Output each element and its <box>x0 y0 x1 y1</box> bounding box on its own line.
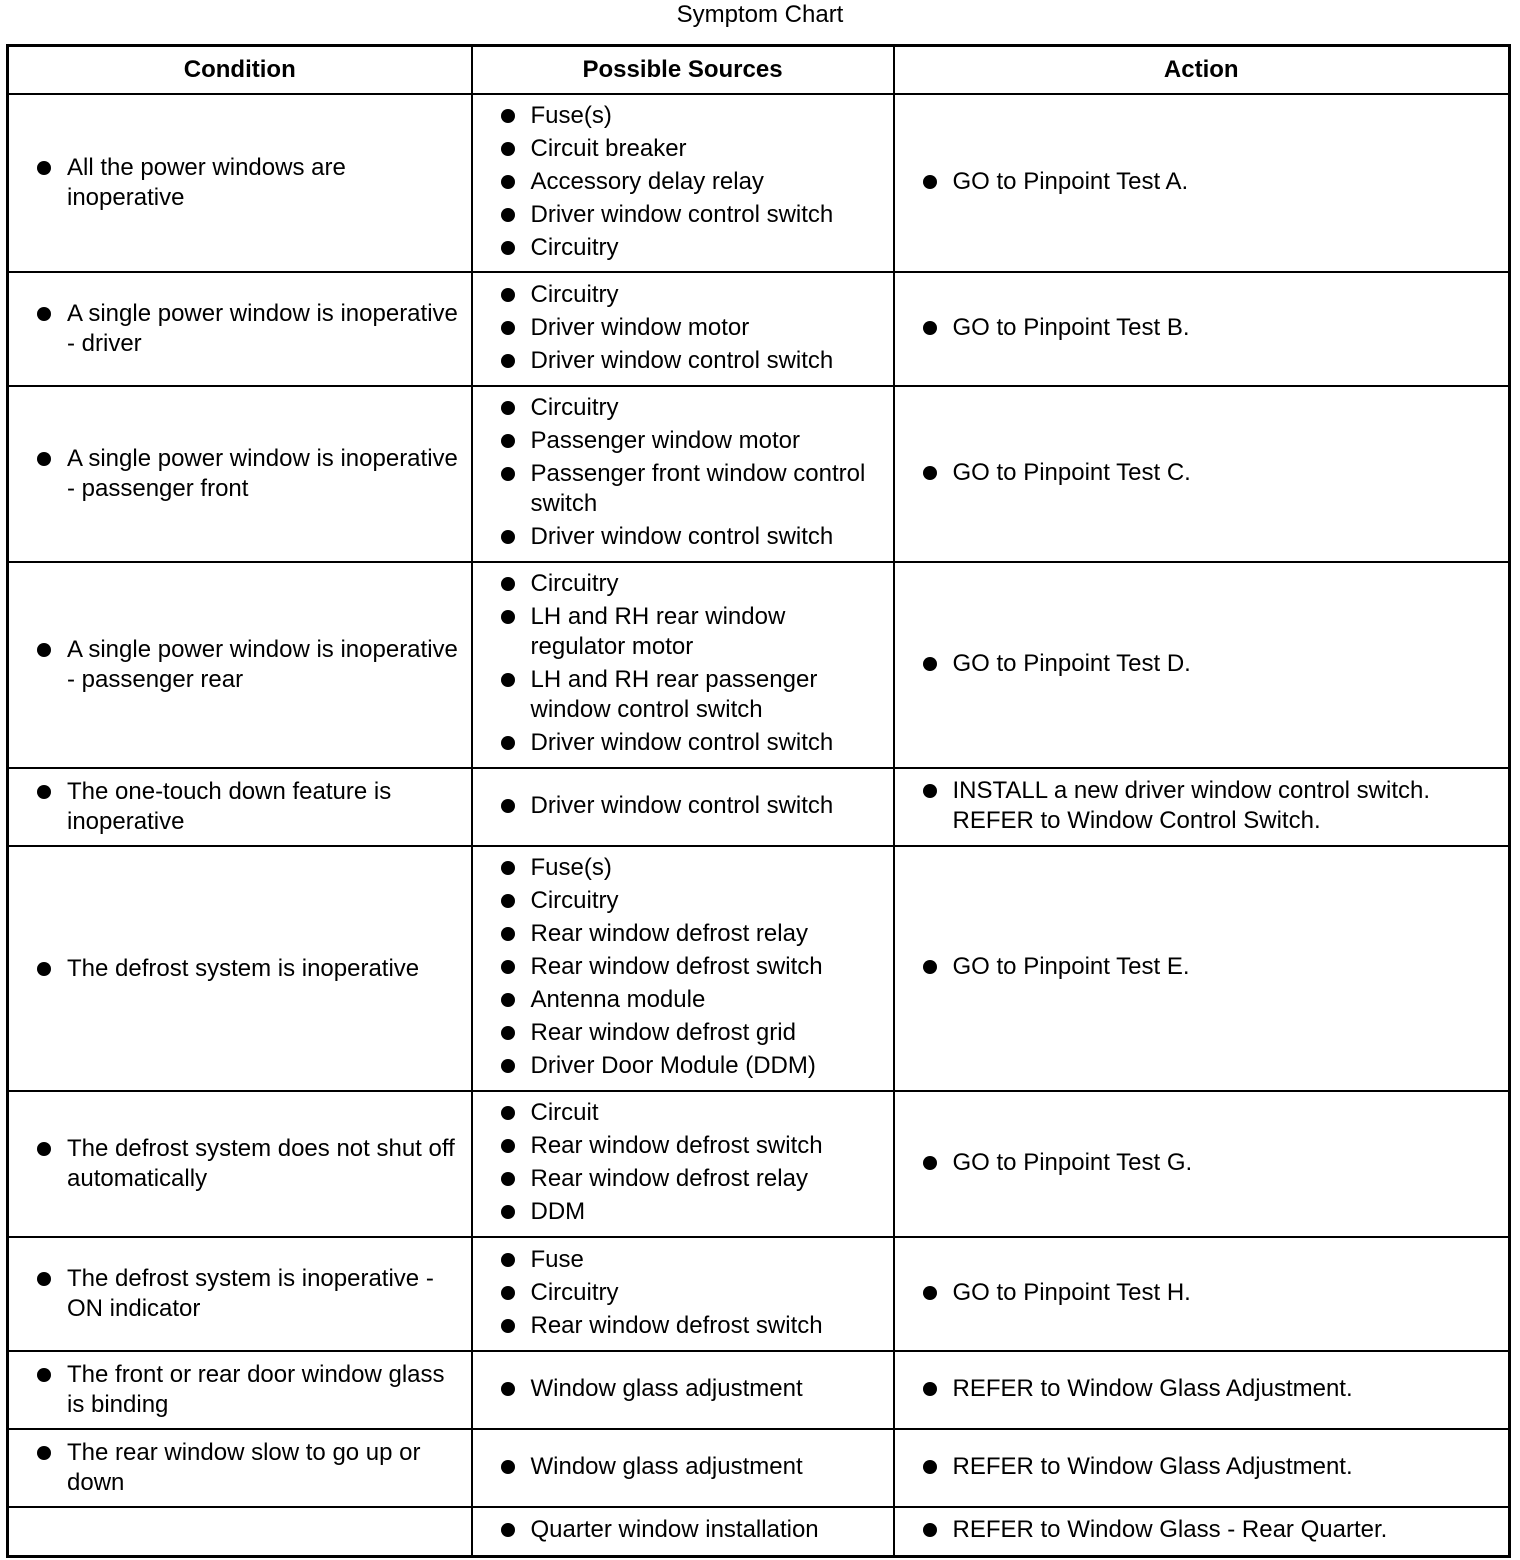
bullet-list <box>895 313 1509 343</box>
list-item <box>531 522 885 552</box>
bullet-icon <box>501 799 515 813</box>
list-item-text: Quarter window installation <box>530 1515 819 1543</box>
action-cell <box>894 1237 1510 1351</box>
list-item-text: The one-touch down feature is inoperative <box>67 778 392 835</box>
header-condition: Condition <box>8 46 472 95</box>
header-row <box>8 46 1510 95</box>
bullet-icon <box>923 1156 937 1170</box>
list-item <box>67 777 461 837</box>
list-item <box>531 985 885 1015</box>
bullet-list <box>473 569 893 758</box>
bullet-icon <box>923 960 937 974</box>
bullet-list <box>895 1515 1509 1545</box>
list-item-text: Circuitry <box>530 394 619 421</box>
list-item-text: Rear window defrost switch <box>530 1311 823 1339</box>
bullet-icon <box>501 927 515 941</box>
list-item <box>531 200 885 230</box>
bullet-icon <box>501 142 515 156</box>
list-item <box>953 1278 1499 1308</box>
bullet-list <box>895 1278 1509 1308</box>
table-body <box>8 94 1510 1556</box>
list-item-text: Rear window defrost grid <box>530 1019 796 1046</box>
table-row <box>8 94 1510 272</box>
table-row <box>8 1507 1510 1556</box>
table-row <box>8 1429 1510 1507</box>
bullet-icon <box>923 784 937 798</box>
list-item <box>531 459 885 519</box>
bullet-list <box>473 393 893 552</box>
list-item-text: All the power windows are inoperative <box>67 154 346 211</box>
bullet-icon <box>37 161 51 175</box>
list-item <box>531 886 885 916</box>
list-item <box>953 458 1499 488</box>
action-cell <box>894 94 1510 272</box>
bullet-list <box>9 635 471 695</box>
condition-cell <box>8 846 472 1091</box>
bullet-icon <box>923 1286 937 1300</box>
sources-cell <box>472 386 894 562</box>
list-item-text: Window glass adjustment <box>530 1452 803 1480</box>
list-item <box>67 1264 461 1324</box>
list-item-text: GO to Pinpoint Test A. <box>952 167 1189 195</box>
list-item-text: Driver window control switch <box>530 200 834 228</box>
bullet-list <box>895 776 1509 836</box>
table-row <box>8 272 1510 386</box>
bullet-icon <box>501 530 515 544</box>
table-row <box>8 562 1510 768</box>
list-item-text: Circuitry <box>530 1278 619 1306</box>
sources-cell <box>472 846 894 1091</box>
list-item <box>531 346 885 376</box>
list-item-text: Circuit breaker <box>530 134 687 162</box>
bullet-icon <box>501 1205 515 1219</box>
bullet-icon <box>501 1172 515 1186</box>
bullet-icon <box>501 1026 515 1040</box>
bullet-list <box>473 1452 893 1482</box>
list-item <box>531 1311 885 1341</box>
header-action: Action <box>894 46 1510 95</box>
bullet-icon <box>501 401 515 415</box>
sources-cell <box>472 94 894 272</box>
bullet-list <box>9 299 471 359</box>
condition-cell <box>8 94 472 272</box>
bullet-icon <box>501 1253 515 1267</box>
bullet-icon <box>501 434 515 448</box>
list-item-text: Rear window defrost switch <box>530 953 823 980</box>
action-cell <box>894 1507 1510 1556</box>
bullet-list <box>9 444 471 504</box>
action-cell <box>894 386 1510 562</box>
list-item-text: GO to Pinpoint Test C. <box>952 458 1191 486</box>
list-item <box>531 313 885 343</box>
bullet-list <box>9 777 471 837</box>
list-item <box>531 280 885 310</box>
bullet-list <box>9 1134 471 1194</box>
list-item-text: Driver window control switch <box>530 729 834 756</box>
condition-cell <box>8 1507 472 1556</box>
bullet-icon <box>501 1523 515 1537</box>
list-item <box>953 1374 1499 1404</box>
bullet-list <box>895 458 1509 488</box>
bullet-icon <box>501 993 515 1007</box>
bullet-list <box>473 853 893 1081</box>
bullet-list <box>473 1374 893 1404</box>
list-item-text: DDM <box>530 1198 586 1225</box>
action-cell <box>894 1351 1510 1429</box>
list-item <box>953 952 1499 982</box>
condition-cell <box>8 1429 472 1507</box>
bullet-icon <box>37 962 51 976</box>
list-item <box>67 635 461 695</box>
bullet-list <box>9 1360 471 1420</box>
list-item-text: The defrost system is inoperative - ON indicator <box>67 1265 434 1322</box>
list-item-text: Rear window defrost relay <box>530 1165 808 1192</box>
list-item <box>953 1452 1499 1482</box>
bullet-icon <box>501 109 515 123</box>
bullet-icon <box>501 1106 515 1120</box>
bullet-list <box>895 952 1509 982</box>
sources-cell <box>472 1351 894 1429</box>
list-item-text: Circuitry <box>530 233 619 261</box>
list-item-text: Fuse <box>530 1245 584 1273</box>
bullet-list <box>895 1148 1509 1178</box>
bullet-icon <box>501 673 515 687</box>
action-cell <box>894 1091 1510 1237</box>
sources-cell <box>472 1091 894 1237</box>
list-item <box>531 1164 885 1194</box>
list-item-text: A single power window is inoperative - driver <box>67 300 458 357</box>
sources-cell <box>472 1429 894 1507</box>
bullet-list <box>895 167 1509 197</box>
sources-cell <box>472 272 894 386</box>
list-item <box>531 134 885 164</box>
list-item-text: A single power window is inoperative - passenger rear <box>67 636 458 693</box>
list-item <box>953 776 1499 836</box>
list-item-text: The defrost system does not shut off automatically <box>67 1135 455 1192</box>
bullet-list <box>473 1245 893 1341</box>
list-item <box>953 167 1499 197</box>
condition-cell <box>8 1091 472 1237</box>
sources-cell <box>472 1237 894 1351</box>
bullet-icon <box>37 643 51 657</box>
action-cell <box>894 768 1510 846</box>
table-row <box>8 846 1510 1091</box>
table-row <box>8 386 1510 562</box>
bullet-list <box>9 1438 471 1498</box>
list-item <box>67 1360 461 1420</box>
list-item-text: REFER to Window Glass Adjustment. <box>952 1452 1353 1480</box>
bullet-icon <box>37 785 51 799</box>
list-item-text: Driver Door Module (DDM) <box>530 1052 816 1079</box>
list-item-text: Driver window control switch <box>530 346 834 374</box>
list-item-text: Rear window defrost relay <box>530 920 808 947</box>
list-item-text: Passenger front window control switch <box>530 460 866 517</box>
list-item-text: Antenna module <box>530 986 706 1013</box>
list-item <box>953 1148 1499 1178</box>
bullet-icon <box>501 1139 515 1153</box>
list-item <box>531 1515 885 1545</box>
bullet-icon <box>923 657 937 671</box>
bullet-list <box>9 153 471 213</box>
bullet-icon <box>501 960 515 974</box>
list-item-text: Passenger window motor <box>530 427 800 454</box>
list-item <box>531 167 885 197</box>
list-item <box>531 853 885 883</box>
bullet-icon <box>923 466 937 480</box>
list-item-text: LH and RH rear passenger window control switch <box>530 666 818 723</box>
list-item-text: GO to Pinpoint Test H. <box>952 1278 1191 1306</box>
condition-cell <box>8 272 472 386</box>
bullet-icon <box>501 321 515 335</box>
bullet-list <box>9 954 471 984</box>
list-item-text: The front or rear door window glass is binding <box>67 1361 445 1418</box>
list-item <box>67 153 461 213</box>
list-item <box>531 952 885 982</box>
bullet-list <box>473 1098 893 1227</box>
list-item <box>531 602 885 662</box>
list-item-text: LH and RH rear window regulator motor <box>530 603 786 660</box>
bullet-icon <box>501 175 515 189</box>
bullet-icon <box>37 1446 51 1460</box>
bullet-icon <box>37 1142 51 1156</box>
bullet-icon <box>923 1382 937 1396</box>
list-item <box>531 233 885 263</box>
list-item-text: Window glass adjustment <box>530 1374 803 1402</box>
list-item-text: INSTALL a new driver window control switch. REFER to Window Control Switch. <box>952 776 1431 834</box>
list-item-text: The defrost system is inoperative <box>67 954 420 982</box>
list-item <box>531 569 885 599</box>
bullet-icon <box>501 861 515 875</box>
list-item <box>67 444 461 504</box>
list-item <box>67 299 461 359</box>
bullet-icon <box>37 307 51 321</box>
bullet-icon <box>923 1523 937 1537</box>
condition-cell <box>8 1351 472 1429</box>
list-item <box>531 1018 885 1048</box>
list-item <box>531 1374 885 1404</box>
list-item-text: Accessory delay relay <box>530 167 764 195</box>
bullet-icon <box>501 467 515 481</box>
list-item <box>531 393 885 423</box>
bullet-list <box>895 1452 1509 1482</box>
list-item-text: A single power window is inoperative - passenger front <box>67 445 458 502</box>
list-item <box>531 665 885 725</box>
header-possible-sources: Possible Sources <box>472 46 894 95</box>
bullet-list <box>9 1264 471 1324</box>
action-cell <box>894 1429 1510 1507</box>
list-item <box>953 649 1499 679</box>
bullet-icon <box>37 452 51 466</box>
list-item-text: REFER to Window Glass - Rear Quarter. <box>952 1515 1388 1543</box>
bullet-icon <box>501 1382 515 1396</box>
list-item <box>531 1051 885 1081</box>
bullet-icon <box>501 1286 515 1300</box>
bullet-icon <box>923 321 937 335</box>
list-item <box>531 791 885 821</box>
list-item <box>531 1245 885 1275</box>
list-item-text: Circuitry <box>530 887 619 914</box>
symptom-chart-table <box>6 44 1511 1558</box>
sources-cell <box>472 768 894 846</box>
list-item <box>531 1131 885 1161</box>
list-item <box>67 954 461 984</box>
table-row <box>8 768 1510 846</box>
page-title: Symptom Chart <box>676 1 844 28</box>
bullet-icon <box>501 610 515 624</box>
bullet-icon <box>501 1319 515 1333</box>
list-item <box>531 1197 885 1227</box>
bullet-icon <box>923 175 937 189</box>
list-item-text: Driver window control switch <box>530 523 834 550</box>
list-item-text: Driver window control switch <box>530 791 834 819</box>
bullet-list <box>473 280 893 376</box>
condition-cell <box>8 562 472 768</box>
list-item-text: Circuit <box>530 1099 599 1126</box>
list-item-text: Circuitry <box>530 280 619 308</box>
bullet-list <box>473 1515 893 1545</box>
sources-cell <box>472 562 894 768</box>
bullet-icon <box>501 894 515 908</box>
list-item <box>67 1438 461 1498</box>
bullet-icon <box>501 354 515 368</box>
list-item <box>953 313 1499 343</box>
sources-cell <box>472 1507 894 1556</box>
list-item <box>531 1452 885 1482</box>
list-item-text: GO to Pinpoint Test G. <box>952 1148 1193 1176</box>
list-item-text: GO to Pinpoint Test B. <box>952 313 1190 341</box>
list-item <box>531 1098 885 1128</box>
table-row <box>8 1091 1510 1237</box>
bullet-list <box>895 649 1509 679</box>
condition-cell <box>8 1237 472 1351</box>
list-item-text: Driver window motor <box>530 313 750 341</box>
list-item <box>531 728 885 758</box>
list-item-text: REFER to Window Glass Adjustment. <box>952 1374 1353 1402</box>
list-item-text: GO to Pinpoint Test E. <box>952 953 1190 980</box>
bullet-list <box>895 1374 1509 1404</box>
action-cell <box>894 562 1510 768</box>
bullet-icon <box>501 288 515 302</box>
bullet-icon <box>37 1368 51 1382</box>
action-cell <box>894 846 1510 1091</box>
list-item <box>531 101 885 131</box>
list-item <box>531 919 885 949</box>
bullet-list <box>473 791 893 821</box>
bullet-icon <box>501 241 515 255</box>
table-row <box>8 1237 1510 1351</box>
bullet-icon <box>501 577 515 591</box>
list-item <box>531 426 885 456</box>
bullet-list <box>473 101 893 263</box>
list-item <box>531 1278 885 1308</box>
bullet-icon <box>501 1059 515 1073</box>
list-item <box>953 1515 1499 1545</box>
condition-cell <box>8 386 472 562</box>
list-item-text: Fuse(s) <box>530 854 612 881</box>
bullet-icon <box>501 208 515 222</box>
table-row <box>8 1351 1510 1429</box>
bullet-icon <box>37 1272 51 1286</box>
list-item <box>67 1134 461 1194</box>
bullet-icon <box>923 1460 937 1474</box>
bullet-icon <box>501 736 515 750</box>
list-item-text: GO to Pinpoint Test D. <box>952 649 1191 677</box>
action-cell <box>894 272 1510 386</box>
bullet-icon <box>501 1460 515 1474</box>
list-item-text: Fuse(s) <box>530 101 612 129</box>
list-item-text: Circuitry <box>530 570 619 597</box>
condition-cell <box>8 768 472 846</box>
list-item-text: Rear window defrost switch <box>530 1132 823 1159</box>
list-item-text: The rear window slow to go up or down <box>67 1439 421 1496</box>
